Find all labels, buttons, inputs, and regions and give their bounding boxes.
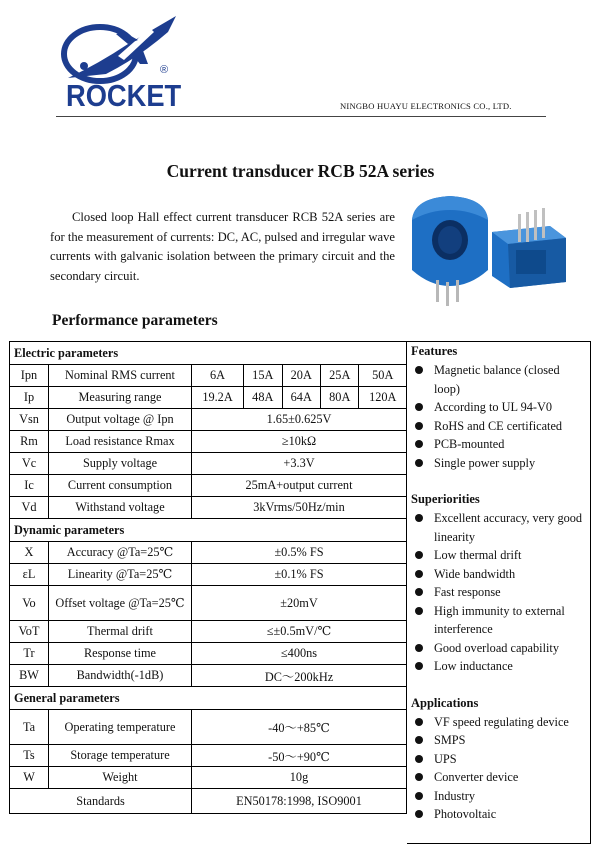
param-value: ±0.5% FS [192, 542, 407, 564]
list-item-text: Good overload capability [434, 640, 559, 655]
table-row [10, 710, 407, 745]
param-value: 3kVrms/50Hz/min [192, 497, 407, 519]
bullet-icon [415, 792, 423, 800]
param-name: Supply voltage [49, 453, 192, 475]
bullet-icon [415, 570, 423, 578]
param-value: +3.3V [192, 453, 407, 475]
param-symbol: Ts [10, 745, 49, 767]
list-item [407, 657, 590, 676]
list-item [407, 565, 590, 584]
table-row [10, 542, 407, 564]
superiorities-heading: Superiorities [411, 492, 480, 506]
param-value: ±0.1% FS [192, 564, 407, 586]
header-rule [56, 116, 546, 117]
list-item-text: PCB-mounted [434, 437, 505, 451]
list-item-text: SMPS [434, 733, 466, 747]
table-row [10, 586, 407, 621]
table-row [10, 767, 407, 789]
param-symbol: Rm [10, 431, 49, 453]
list-item [407, 583, 590, 602]
list-item-text: Low thermal drift [434, 548, 522, 562]
param-value: ≤±0.5mV/℃ [192, 621, 407, 643]
list-item-text: Single power supply [434, 455, 536, 470]
param-symbol: Ip [10, 387, 49, 409]
param-value: 6A [192, 365, 244, 387]
bullet-icon [415, 607, 423, 615]
param-name: Nominal RMS current [49, 365, 192, 387]
list-item [407, 639, 590, 658]
param-value: 10g [192, 767, 407, 789]
list-item [407, 417, 590, 436]
bullet-icon [415, 440, 423, 448]
list-item-text: RoHS and CE certificated [434, 418, 563, 433]
param-name: Bandwidth(-1dB) [49, 665, 192, 687]
list-item-text: Excellent accuracy, very good linearity [434, 511, 583, 544]
param-symbol: Ipn [10, 365, 49, 387]
param-name: Response time [49, 643, 192, 665]
standards-label: Standards [10, 789, 192, 814]
list-item-text: Industry [434, 788, 475, 803]
list-item [407, 398, 590, 417]
param-value: 64A [282, 387, 320, 409]
param-name: Storage temperature [49, 745, 192, 767]
bullet-icon [415, 551, 423, 559]
param-value: 20A [282, 365, 320, 387]
list-item-text: Low inductance [434, 659, 513, 673]
param-name: Accuracy @Ta=25℃ [49, 542, 192, 564]
features-heading: Features [411, 344, 458, 358]
param-symbol: Ic [10, 475, 49, 497]
param-value: 1.65±0.625V [192, 409, 407, 431]
bullet-icon [415, 644, 423, 652]
electric-parameters-heading: Electric parameters [10, 342, 407, 365]
applications-heading: Applications [411, 695, 479, 710]
list-item [407, 546, 590, 565]
param-name: Operating temperature [49, 710, 192, 745]
bullet-icon [415, 588, 423, 596]
bullet-icon [415, 662, 423, 670]
page-title: Current transducer RCB 52A series [166, 161, 435, 181]
table-row [10, 365, 407, 387]
param-value: 80A [321, 387, 359, 409]
param-value: 25mA+output current [192, 475, 407, 497]
bullet-icon [415, 422, 423, 430]
general-parameters-heading: General parameters [10, 687, 407, 710]
param-symbol: Vc [10, 453, 49, 475]
param-symbol: VoT [10, 621, 49, 643]
param-value: -50～+90℃ [192, 745, 407, 767]
param-value: 120A [359, 387, 407, 409]
param-value: 15A [244, 365, 282, 387]
bullet-icon [415, 403, 423, 411]
transducer-back-view [492, 208, 566, 288]
applications-list [407, 713, 590, 824]
param-symbol: Ta [10, 710, 49, 745]
param-value: -40～+85℃ [192, 710, 407, 745]
features-list [407, 361, 590, 472]
table-row [10, 453, 407, 475]
list-item-text: Converter device [434, 770, 519, 784]
features-sidebar [407, 341, 591, 844]
list-item-text: Magnetic balance (closed loop) [434, 363, 560, 396]
param-symbol: Vo [10, 586, 49, 621]
bullet-icon [415, 366, 423, 374]
product-image [400, 190, 575, 310]
list-item [407, 787, 590, 806]
list-item [407, 750, 590, 769]
list-item [407, 805, 590, 824]
param-symbol: Vsn [10, 409, 49, 431]
parameters-table [9, 341, 407, 814]
table-row [10, 665, 407, 687]
list-item-text: UPS [434, 751, 457, 766]
list-item [407, 602, 590, 639]
param-symbol: BW [10, 665, 49, 687]
table-row [10, 387, 407, 409]
bullet-icon [415, 514, 423, 522]
list-item [407, 454, 590, 473]
param-symbol: Vd [10, 497, 49, 519]
param-value: DC～200kHz [192, 665, 407, 687]
param-value: ≤400ns [192, 643, 407, 665]
table-row [10, 475, 407, 497]
bullet-icon [415, 459, 423, 467]
list-item-text: High immunity to external interference [434, 603, 565, 636]
table-row [10, 621, 407, 643]
param-name: Thermal drift [49, 621, 192, 643]
registered-mark: ® [160, 64, 169, 76]
param-value: 48A [244, 387, 282, 409]
list-item-text: Fast response [434, 585, 501, 599]
bullet-icon [415, 810, 423, 818]
param-value: 25A [321, 365, 359, 387]
param-symbol: X [10, 542, 49, 564]
list-item [407, 713, 590, 732]
company-name: NINGBO HUAYU ELECTRONICS CO., LTD. [340, 101, 512, 111]
table-row [10, 409, 407, 431]
param-name: Measuring range [49, 387, 192, 409]
transducer-front-view [412, 196, 488, 306]
bullet-icon [415, 718, 423, 726]
bullet-icon [415, 773, 423, 781]
list-item [407, 509, 590, 546]
param-value: 19.2A [192, 387, 244, 409]
list-item [407, 435, 590, 454]
list-item [407, 731, 590, 750]
param-name: Weight [49, 767, 192, 789]
table-row [10, 497, 407, 519]
param-symbol: Tr [10, 643, 49, 665]
param-value: ≥10kΩ [192, 431, 407, 453]
list-item-text: VF speed regulating device [434, 714, 569, 729]
param-value: 50A [359, 365, 407, 387]
bullet-icon [415, 755, 423, 763]
list-item [407, 768, 590, 787]
param-name: Output voltage @ Ipn [49, 409, 192, 431]
performance-heading: Performance parameters [52, 312, 218, 329]
superiorities-list [407, 509, 590, 676]
param-name: Withstand voltage [49, 497, 192, 519]
param-symbol: W [10, 767, 49, 789]
param-name: Linearity @Ta=25℃ [49, 564, 192, 586]
table-row [10, 564, 407, 586]
param-name: Offset voltage @Ta=25℃ [49, 586, 192, 621]
intro-paragraph: Closed loop Hall effect current transducer RCB 52A series are for the measurement of currents: DC, AC, pulsed and irregular wave currents with galvanic isolation between the primary circuit and the secondary circuit. [50, 210, 395, 283]
standards-value: EN50178:1998, ISO9001 [192, 789, 407, 814]
bullet-icon [415, 736, 423, 744]
table-row [10, 745, 407, 767]
logo-text: ROCKET [66, 78, 182, 113]
table-row [10, 643, 407, 665]
list-item [407, 361, 590, 398]
list-item-text: Photovoltaic [434, 807, 497, 821]
list-item-text: According to UL 94-V0 [434, 400, 553, 414]
param-name: Load resistance Rmax [49, 431, 192, 453]
param-name: Current consumption [49, 475, 192, 497]
list-item-text: Wide bandwidth [434, 566, 516, 581]
table-row [10, 789, 407, 814]
param-symbol: εL [10, 564, 49, 586]
param-value: ±20mV [192, 586, 407, 621]
dynamic-parameters-heading: Dynamic parameters [10, 519, 407, 542]
table-row [10, 431, 407, 453]
